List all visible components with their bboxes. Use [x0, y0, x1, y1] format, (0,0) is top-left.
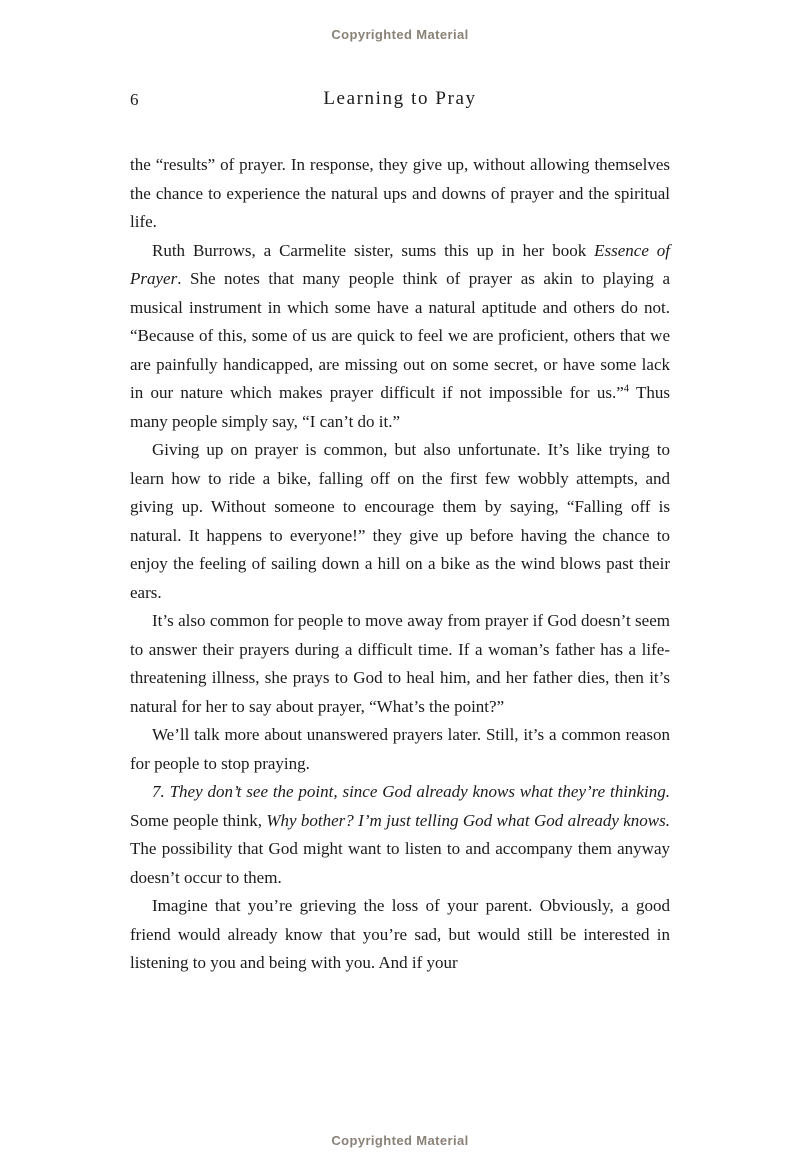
- text-run: Thus many people simply say, “I can’t do it.”: [130, 383, 670, 431]
- text-run: Why bother? I’m just telling God what God already knows.: [266, 810, 671, 830]
- page-number: 6: [130, 90, 139, 109]
- footnote-marker: 4: [623, 383, 630, 395]
- page-header: [130, 88, 670, 114]
- watermark-top: Copyrighted Material: [331, 27, 469, 42]
- running-head-title: Learning to Pray: [323, 88, 477, 109]
- body-paragraph: [130, 778, 670, 892]
- body-paragraph: [130, 892, 670, 978]
- text-run: It’s also common for people to move away from prayer if God doesn’t seem to answer their prayers during a difficult time. If a woman’s father has a life-threatening illness, she prays to God to heal him, and her father dies, then it’s natural for her to say about prayer, “What’s the point?”: [130, 611, 670, 716]
- body-paragraph: [130, 607, 670, 721]
- text-run: The possibility that God might want to listen to and accompany them anyway doesn’t occur to them.: [130, 839, 670, 887]
- text-run: Some people think,: [130, 810, 267, 830]
- body-paragraph: [130, 721, 670, 778]
- text-run: the “results” of prayer. In response, they give up, without allowing themselves the chance to experience the natural ups and downs of prayer and the spiritual life.: [130, 155, 670, 231]
- body-paragraph: [130, 237, 670, 437]
- text-run: Essence of Prayer: [130, 240, 670, 288]
- text-run: Giving up on prayer is common, but also unfortunate. It’s like trying to learn how to ride a bike, falling off on the first few wobbly attempts, and giving up. Without someone to encourage them by saying, “Falling off is natural. It happens to everyone!” they give up before having the chance to enjoy the feeling of sailing down a hill on a bike as the wind blows past their ears.: [130, 440, 670, 602]
- body-paragraph: [130, 151, 670, 237]
- text-run: . She notes that many people think of prayer as akin to playing a musical instrument in which some have a natural aptitude and others do not. “Because of this, some of us are quick to feel we are proficient, others that we are painfully handicapped, are missing out on some secret, or have some lack in our nature which makes prayer difficult if not impossible for us.”: [130, 269, 670, 402]
- body-text: [130, 151, 670, 978]
- text-run: Imagine that you’re grieving the loss of your parent. Obviously, a good friend would already know that you’re sad, but would still be interested in listening to you and being with you. And if your: [130, 896, 670, 972]
- text-run: 7. They don’t see the point, since God already knows what they’re thinking.: [152, 782, 670, 801]
- text-run: Ruth Burrows, a Carmelite sister, sums this up in her book: [152, 240, 595, 260]
- text-run: We’ll talk more about unanswered prayers later. Still, it’s a common reason for people to stop praying.: [130, 725, 670, 773]
- body-paragraph: [130, 436, 670, 607]
- watermark-bottom: Copyrighted Material: [331, 1133, 469, 1148]
